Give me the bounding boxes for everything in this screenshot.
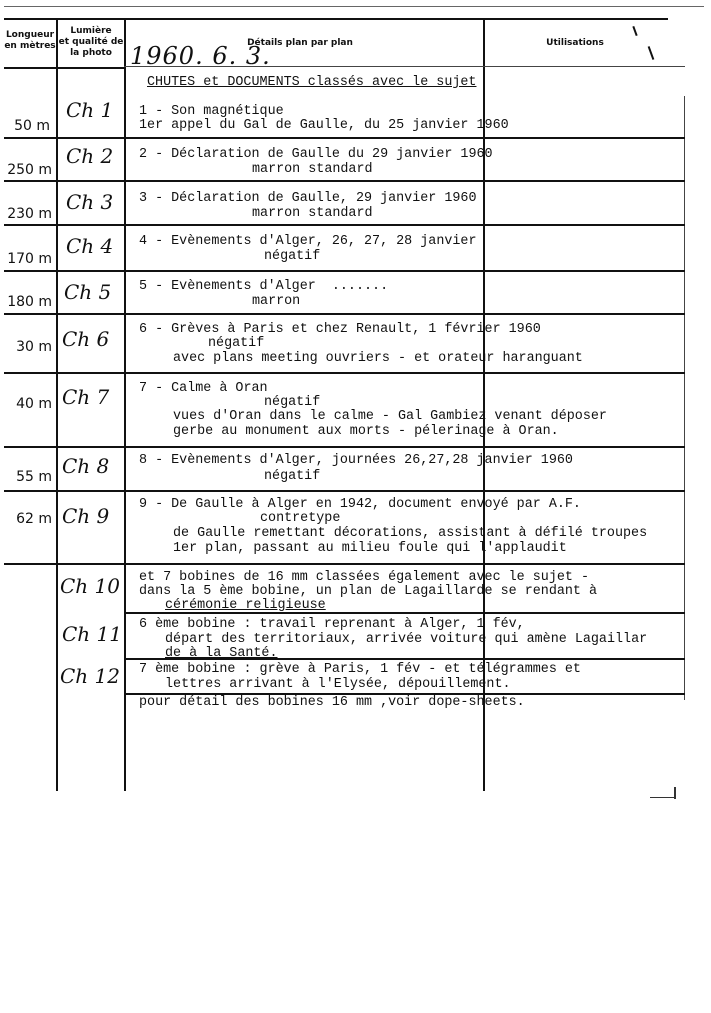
- row-9-length: 62 m: [16, 511, 52, 527]
- date-stamp: 1960. 6. 3.: [130, 42, 271, 70]
- row-10-line-3: cérémonie religieuse: [165, 598, 326, 613]
- header-details: Détails plan par plan: [247, 38, 353, 48]
- row-10-line-2: dans la 5 ème bobine, un plan de Lagaillarde se rendant à: [139, 584, 598, 599]
- row-9-line-3: de Gaulle remettant décorations, assistant à défilé troupes: [173, 526, 648, 541]
- row-rule-6: [4, 372, 685, 374]
- column-rule-1: [56, 19, 58, 791]
- row-11-line-1: 6 ème bobine : travail reprenant à Alger, 1 fév,: [139, 617, 525, 632]
- row-7-line-2: négatif: [264, 395, 321, 410]
- row-11-line-3: de à la Santé.: [165, 646, 278, 661]
- header-rule-left: [4, 67, 125, 69]
- row-4-line-1: 4 - Evènements d'Alger, 26, 27, 28 janvier: [139, 234, 477, 249]
- row-7-line-4: gerbe au monument aux morts - pélerinage à Oran.: [173, 424, 559, 439]
- row-12-line-2: lettres arrivant à l'Elysée, dépouillement.: [165, 677, 511, 692]
- row-6-line-1: 6 - Grèves à Paris et chez Renault, 1 février 1960: [139, 322, 541, 337]
- row-4-line-2: négatif: [264, 249, 321, 264]
- row-9-line-1: 9 - De Gaulle à Alger en 1942, document envoyé par A.F.: [139, 497, 581, 512]
- row-5-line-1: 5 - Evènements d'Alger .......: [139, 279, 389, 294]
- footer-note: pour détail des bobines 16 mm ,voir dope-sheets.: [139, 695, 525, 710]
- row-rule-8: [4, 490, 685, 492]
- header-length: [2, 30, 58, 52]
- header-light: [58, 26, 124, 59]
- row-6-length: 30 m: [16, 339, 52, 355]
- section-heading: CHUTES et DOCUMENTS classés avec le sujet: [147, 75, 477, 90]
- row-rule-5: [4, 313, 685, 315]
- row-3-length: 230 m: [7, 206, 52, 222]
- row-6-line-3: avec plans meeting ouvriers - et orateur haranguant: [173, 351, 583, 366]
- row-1-code: Ch 1: [66, 98, 114, 122]
- row-8-code: Ch 8: [62, 454, 110, 478]
- header-light-line1: Lumière: [70, 26, 112, 36]
- row-10-line-1: et 7 bobines de 16 mm classées également avec le sujet -: [139, 570, 589, 585]
- row-1-line-2: 1er appel du Gal de Gaulle, du 25 janvier 1960: [139, 118, 509, 133]
- bottom-mark-hook: [674, 787, 676, 799]
- row-rule-2: [4, 180, 685, 182]
- row-2-length: 250 m: [7, 162, 52, 178]
- row-8-line-1: 8 - Evènements d'Alger, journées 26,27,28 janvier 1960: [139, 453, 573, 468]
- corner-mark-1: [632, 26, 637, 36]
- row-11-code: Ch 11: [62, 622, 122, 646]
- row-8-line-2: négatif: [264, 469, 321, 484]
- top-rule-thin: [4, 6, 704, 7]
- row-3-code: Ch 3: [66, 190, 114, 214]
- right-edge-rule: [684, 96, 685, 700]
- corner-mark-2: [648, 46, 655, 60]
- column-rule-2: [124, 19, 126, 791]
- row-rule-7: [4, 446, 685, 448]
- row-5-code: Ch 5: [64, 280, 112, 304]
- row-rule-9: [4, 563, 685, 565]
- row-12-code: Ch 12: [60, 664, 120, 688]
- row-4-code: Ch 4: [66, 234, 114, 258]
- row-rule-4: [4, 270, 685, 272]
- row-9-line-2: contretype: [260, 511, 341, 526]
- row-rule-1: [4, 137, 685, 139]
- row-3-line-2: marron standard: [252, 206, 373, 221]
- row-2-line-1: 2 - Déclaration de Gaulle du 29 janvier 1960: [139, 147, 493, 162]
- row-7-line-3: vues d'Oran dans le calme - Gal Gambiez venant déposer: [173, 409, 607, 424]
- header-length-line1: Longueur: [5, 30, 55, 40]
- bottom-mark: [650, 797, 674, 798]
- row-7-code: Ch 7: [62, 385, 110, 409]
- row-7-line-1: 7 - Calme à Oran: [139, 381, 268, 396]
- row-6-code: Ch 6: [62, 327, 110, 351]
- row-12-line-1: 7 ème bobine : grève à Paris, 1 fév - et télégrammes et: [139, 662, 581, 677]
- row-4-length: 170 m: [7, 251, 52, 267]
- header-light-line2: et qualité de: [58, 37, 124, 47]
- header-uses: Utilisations: [546, 38, 604, 48]
- row-3-line-1: 3 - Déclaration de Gaulle, 29 janvier 1960: [139, 191, 477, 206]
- top-rule: [4, 18, 668, 20]
- row-10-code: Ch 10: [60, 574, 120, 598]
- row-6-line-2: négatif: [208, 336, 265, 351]
- row-2-code: Ch 2: [66, 144, 114, 168]
- row-5-line-2: marron: [252, 294, 301, 309]
- header-light-line3: la photo: [70, 48, 112, 58]
- row-2-line-2: marron standard: [252, 162, 373, 177]
- row-7-length: 40 m: [16, 396, 52, 412]
- row-9-code: Ch 9: [62, 504, 110, 528]
- row-11-line-2: départ des territoriaux, arrivée voiture qui amène Lagaillar: [165, 632, 648, 647]
- row-8-length: 55 m: [16, 469, 52, 485]
- row-rule-3: [4, 224, 685, 226]
- row-5-length: 180 m: [7, 294, 52, 310]
- row-1-length: 50 m: [14, 118, 50, 134]
- row-1-line-1: 1 - Son magnétique: [139, 104, 284, 119]
- row-9-line-4: 1er plan, passant au milieu foule qui l'applaudit: [173, 541, 567, 556]
- header-length-line2: en mètres: [4, 41, 56, 51]
